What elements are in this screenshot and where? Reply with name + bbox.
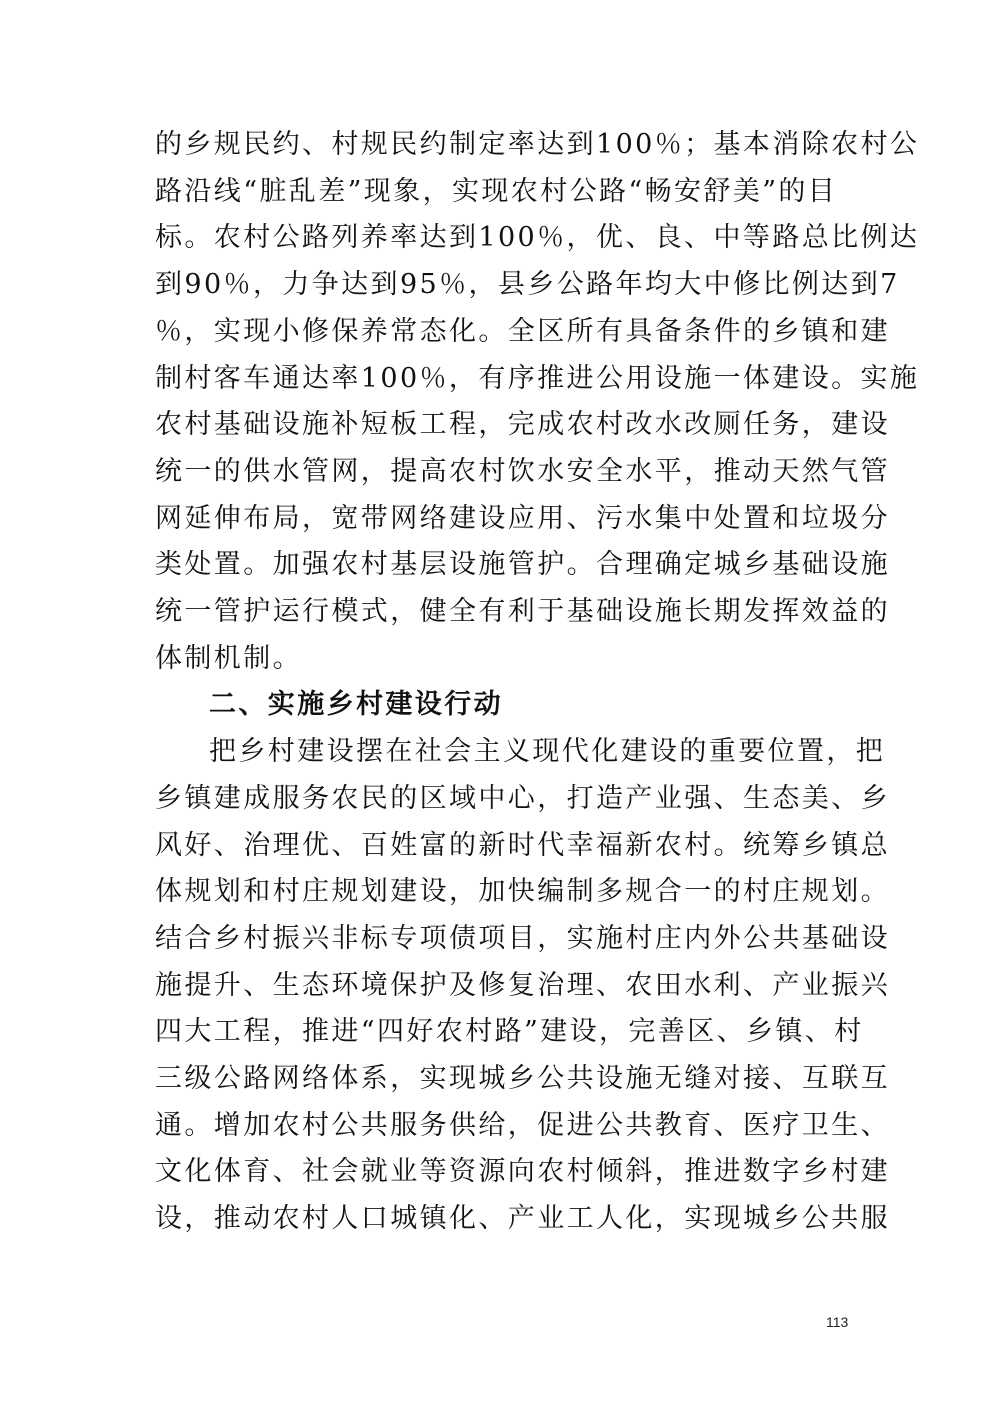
page-number: 113 [826, 1314, 849, 1330]
text-line: 施提升、生态环境保护及修复治理、农田水利、产业振兴 [155, 969, 890, 1001]
text-line: 体制机制。 [155, 642, 302, 674]
text-line: 风好、治理优、百姓富的新时代幸福新农村。统筹乡镇总 [155, 829, 890, 861]
text-line: 的乡规民约、村规民约制定率达到100％；基本消除农村公 [155, 129, 920, 160]
text-line: 乡镇建成服务农民的区域中心，打造产业强、生态美、乡 [155, 782, 890, 814]
text-line: 文化体育、社会就业等资源向农村倾斜，推进数字乡村建 [155, 1156, 890, 1188]
text-line: 三级公路网络体系，实现城乡公共设施无缝对接、互联互 [155, 1063, 890, 1094]
text-line: 把乡村建设摆在社会主义现代化建设的重要位置，把 [209, 736, 886, 768]
text-line: 网延伸布局，宽带网络建设应用、污水集中处置和垃圾分 [155, 502, 890, 534]
text-line: 标。农村公路列养率达到100％，优、良、中等路总比例达 [155, 222, 920, 254]
text-line: 制村客车通达率100％，有序推进公用设施一体建设。实施 [155, 362, 920, 394]
text-line: 体规划和村庄规划建设，加快编制多规合一的村庄规划。 [155, 876, 890, 908]
text-line: 统一的供水管网，提高农村饮水安全水平，推动天然气管 [155, 455, 890, 487]
section-heading: 二、实施乡村建设行动 [209, 689, 503, 721]
text-line: 类处置。加强农村基层设施管护。合理确定城乡基础设施 [155, 549, 890, 581]
text-line: 四大工程，推进“四好农村路”建设，完善区、乡镇、村 [155, 1016, 864, 1048]
text-line: 农村基础设施补短板工程，完成农村改水改厕任务，建设 [155, 409, 890, 441]
text-line: 通。增加农村公共服务供给，促进公共教育、医疗卫生、 [155, 1109, 890, 1141]
text-line: 设，推动农村人口城镇化、产业工人化，实现城乡公共服 [155, 1203, 890, 1235]
text-line: 路沿线“脏乱差”现象，实现农村公路“畅安舒美”的目 [155, 175, 838, 207]
text-line: 结合乡村振兴非标专项债项目，实施村庄内外公共基础设 [155, 922, 890, 954]
text-line: ％，实现小修保养常态化。全区所有具备条件的乡镇和建 [155, 315, 890, 347]
text-line: 统一管护运行模式，健全有利于基础设施长期发挥效益的 [155, 596, 890, 627]
text-line: 到90％，力争达到95％，县乡公路年均大中修比例达到7 [155, 269, 900, 301]
